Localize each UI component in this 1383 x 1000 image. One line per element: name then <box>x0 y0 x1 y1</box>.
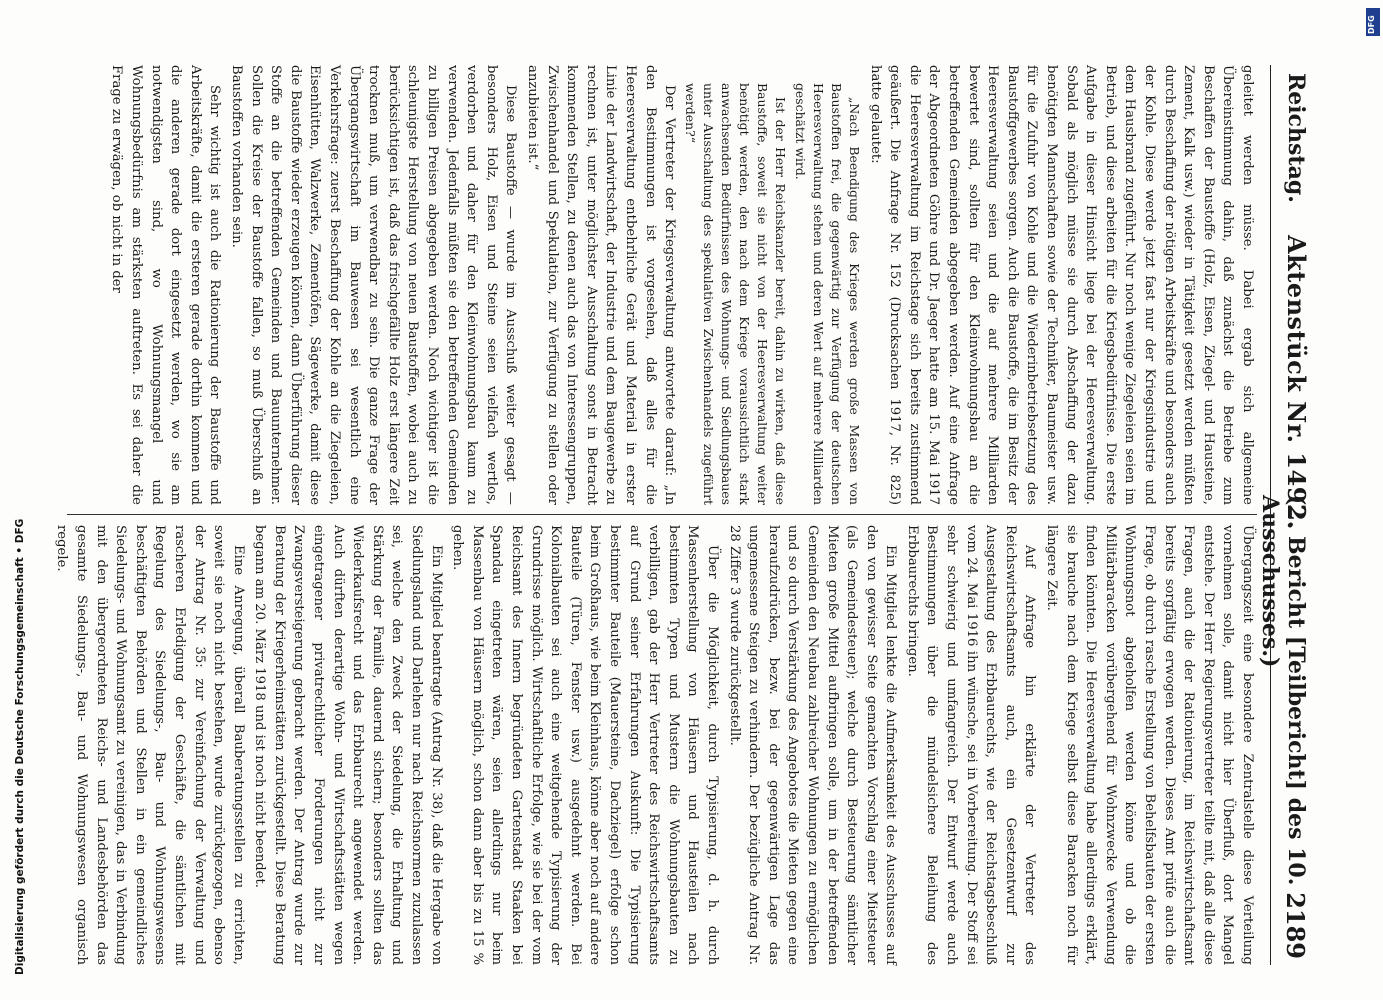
paragraph: Diese Baustoffe — wurde im Ausschuß weiter gesagt — besonders Holz, Eisen und Steine seien vielfach wertlos, verdorben und daher für den Kleinwohnungsbau kaum zu verwenden. Jedenfalls müßten sie den betreffenden Gemeinden zu billigen Preisen abgegeben werden. Noch wichtiger ist die schleunigste Herstellung von neuen Baustoffen, wobei auch zu berücksichtigen ist, daß das frischgefällte Holz erst längere Zeit trocknen muß, um verwendbar zu sein. Die ganze Frage der Übergangswirtschaft im Bauwesen sei wesentlich eine Verkehrsfrage: zuerst Beschaffung der Kohle an die Ziegeleien, Eisenhütten, Walzwerke, Zementöfen, Sägewerke, damit diese die Baustoffe wieder erzeugen können, dann Überführung dieser Stoffe an die betreffenden Gemeinden und Bauunternehmer. Sollen die Kreise der Baustoffe fallen, so muß Überschuß an Baustoffen vorhanden sein. <box>229 65 519 505</box>
paragraph: Ein Mitglied beantragte (Antrag Nr. 38), daß die Hergabe von Siedlungsland und Darlehen nur nach Reichsnormen zuzulassen sei, welche den Zweck der Siedelung, die Erhaltung und Stärkung der Familie, dauernd sichern; besonders sollten das Wiederkaufsrecht und das Erbbaurecht angewendet werden. Auch dürften derartige Wohn- und Wirtschaftsstätten wegen eingetragener privatrechtlicher Forderungen nicht zur Zwangsversteigerung gebracht werden. Der Antrag wurde zur Beratung der Kriegerheimstätten zurückgestellt. Diese Beratung begann am 20. März 1918 und ist noch nicht beendet. <box>252 525 444 965</box>
page-header <box>1257 65 1315 965</box>
rotated-page-content <box>55 65 1315 965</box>
header-document-number: Aktenstück Nr. 1492. <box>1282 235 1311 530</box>
header-reichstag: Reichstag. <box>1283 73 1309 203</box>
dfg-logo <box>1366 8 1380 36</box>
column-divider <box>67 514 1257 515</box>
dfg-logo-text: DFG <box>1367 15 1376 34</box>
paragraph: Eine Anregung, überall Bauberatungsstellen zu errichten, soweit sie noch nicht bestehen, wurde zurückgezogen, ebenso der Antrag Nr. 35: zur Vereinfachung der Verwaltung und rascheren Erledigung der Geschäfte, die sämtlichen mit Regelung des Siedelungs-, Bau- und Wohnungswesens beschäftigten Behörden und Stellen in ein gemeindliches Siedelungs- und Wohnungsamt zu vereinigen, das in Verbindung mit den übergeordneten Reichs- und Landesbehörden das gesamte Siedelungs-, Bau- und Wohnungswesen organisch regele. <box>54 525 246 965</box>
left-column <box>67 65 1257 505</box>
paragraph: Übergangszeit eine besondere Zentralstelle diese Verteilung vornehmen solle, damit nicht hier Überfluß, dort Mangel entstehe. Der Herr Regierungsvertreter teilte mit, daß alle diese Fragen, auch die der Rationierung, im Reichswirtschaftsamt bereits sorgfältig erwogen werden. Dieses Amt prüfe auch die Frage, ob durch rasche Erstellung von Behelfsbauten der ersten Wohnungsnot abgeholfen werden könne und ob die Militärbaracken vorübergehend für Wohnzwecke Verwendung finden könnten. Die Heeresverwaltung habe allerdings erklärt, sie brauche nach dem Kriege selbst diese Baracken noch für längere Zeit. <box>1044 525 1255 965</box>
right-column <box>54 525 1257 965</box>
quote-paragraph: „Nach Beendigung des Krieges werden große Massen von Baustoffen frei, die gegenwärtig zur Verfügung der deutschen Heeresverwaltung stehen und deren Wert auf mehrere Milliarden geschätzt wird. <box>793 83 863 505</box>
header-report-title: (2. Bericht [Teilbericht] des 10. Ausschusses.) <box>1257 495 1309 886</box>
paragraph: Der Vertreter der Kriegsverwaltung antwortete darauf: „In den Bestimmungen ist vorgesehen, daß alles für die Heeresverwaltung entbehrliche Gerät und Material in erster Linie der Landwirtschaft, der Industrie und dem Baugewerbe zu rechnen ist, unter möglichster Ausschaltung sonst in Betracht kommenden Stellen, zu denen auch das von Interessengruppen, Zwischenhandel und Spekulation, zur Verfügung zu stellen oder anzubieten ist.“ <box>524 65 678 505</box>
page-number: 2189 <box>1281 892 1310 959</box>
paragraph: geleitet werden müsse. Dabei ergab sich allgemeine Übereinstimmung dahin, daß zunächst die Betriebe zum Beschaffen der Baustoffe (Holz, Eisen, Ziegel- und Hausteine, Zement, Kalk usw.) wieder in Tätigkeit gesetzt werden müßten durch Beschaffung der nötigen Arbeitskräfte und besonders auch der Kohle. Diese werde jetzt fast nur der Kriegsindustrie und dem Hausbrand zugeführt. Nur noch wenige Ziegeleien seien im Betrieb, und diese arbeiten für die Kriegsbedürfnisse. Die erste Aufgabe in dieser Hinsicht liege bei der Heeresverwaltung. Sobald als möglich müsse sie durch Abschaffung der dazu benötigten Mannschaften sowie der Techniker, Baumeister usw. für die Zufuhr von Kohle und die Wiederinbetriebsetzung des Baustoffgewerbes sorgen. Auch die Baustoffe, die im Besitz der Heeresverwaltung seien und die auf mehrere Milliarden bewertet sind, sollten für den Kleinwohnungsbau an die betreffenden Gemeinden abgegeben werden. Auf eine Anfrage der Abgeordneten Göhre und Dr. Jaeger hatte am 15. Mai 1917 die Heeresverwaltung im Reichstage sich bereits zustimmend geäußert. Die Anfrage Nr. 152 (Drucksachen 1917, Nr. 825) hatte gelautet: <box>867 65 1255 505</box>
quote-paragraph: Ist der Herr Reichskanzler bereit, dahin zu wirken, daß diese Baustoffe, soweit sie nicht von der Heeresverwaltung weiter benötigt werden, den nach dem Kriege voraussichtlich stark anwachsenden Bedürfnissen des Wohnungs- und Siedlungsbaues unter Ausschaltung des spekulativen Zwischenhandels zugeführt werden?“ <box>683 83 789 505</box>
digitization-note: Digitalisierung gefördert durch die Deutsche Forschungsgemeinschaft • DFG <box>14 518 26 975</box>
paragraph: Sehr wichtig ist auch die Rationierung der Baustoffe und Arbeitskräfte, damit die ersteren gerade dorthin kommen und die anderen gerade dort eingesetzt werden, wo sie am notwendigsten sind, wo Wohnungsmangel und Wohnungsbedürfnis am stärksten auftreten. Es sei daher die Frage zu erwägen, ob nicht in der <box>109 65 223 505</box>
paragraph: Über die Möglichkeit, durch Typisierung, d. h. durch Massenherstellung von Häusern und Hausteilen nach bestimmten Typen und Mustern die Wohnungsbauten zu verbilligen, gab der Herr Vertreter des Reichswirtschaftsamts auf Grund seiner Erfahrungen Auskunft: Die Typisierung bestimmter Bauteile (Mauersteine, Dachziegel) erfolge schon beim Großhaus, wie beim Kleinhaus, könne aber noch auf andere Bauteile (Türen, Fenster usw.) ausgedehnt werden. Bei Kolonialbauten sei auch eine weitgehende Typisierung der Grundrisse möglich. Wirtschaftliche Erfolge, wie sie bei der vom Reichsamt des Innern begründeten Gartenstadt Staaken bei Spandau eingetreten wären, seien allerdings nur beim Massenbau von Häusern möglich, schon dann aber bis zu 15 % gehen. <box>450 525 720 965</box>
paragraph: Ein Mitglied lenkte die Aufmerksamkeit des Ausschusses auf den von gewisser Seite gemachten Vorschlag einer Mietsteuer (als Gemeindesteuer); welche durch Besteuerung sämtlicher Mieten große Mittel aufbringen solle, um in der betreffenden Gemeinden den Neubau zahlreicher Wohnungen zu ermöglichen und so durch Verstärkung des Angebotes die Mieten gegen eine heraufzudrücken, bezw. bei der gegenwärtigen Lage das ungemessene Steigen zu verhindern. Der bezügliche Antrag Nr. 28 Ziffer 3 wurde zurückgestellt. <box>726 525 899 965</box>
paragraph: Auf Anfrage hin erklärte der Vertreter des Reichswirtschaftsamts auch, ein Gesetzentwurf zur Ausgestaltung des Erbbaurechts, wie der Reichstagsbeschluß vom 24. Mai 1916 ihn wünsche, sei in Vorbereitung. Der Stoff sei sehr schwierig und umfangreich. Der Entwurf werde auch Bestimmungen über die mündelsichere Beleihung des Erbbaurechts bringen. <box>904 525 1038 965</box>
